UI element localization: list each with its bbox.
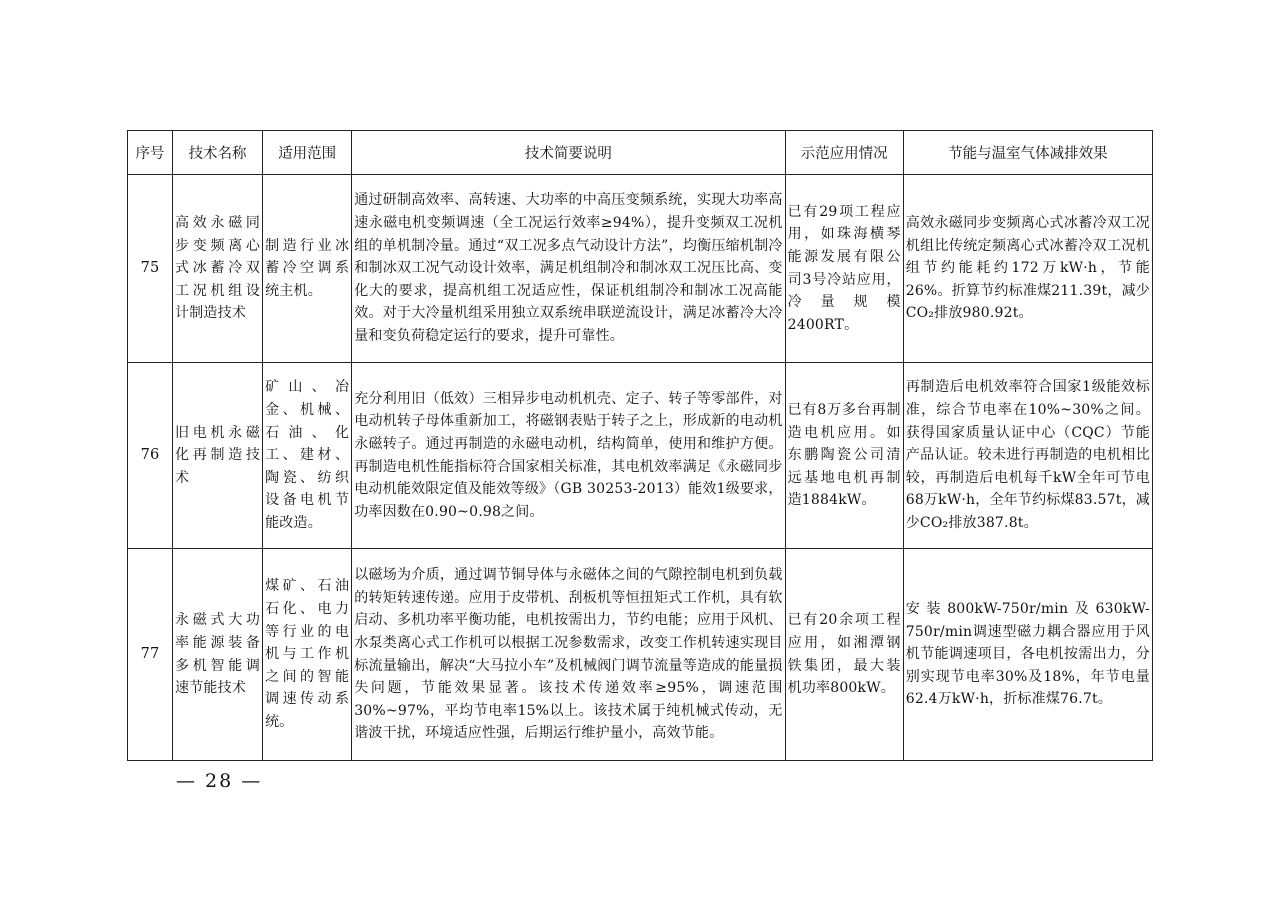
row-applicable-scope: 制造行业冰蓄冷空调系统主机。 [263, 175, 352, 363]
row-energy-saving-effect: 再制造后电机效率符合国家1级能效标准，综合节电率在10%~30%之间。获得国家质量认证中心（CQC）节能产品认证。较未进行再制造的电机相比较，再制造后电机每千kW全年可节电68万kW·h，全年节约标煤83.57t，减少CO₂排放387.8t。 [903, 363, 1152, 549]
row-technology-name: 高效永磁同步变频离心式冰蓄冷双工况机组设计制造技术 [173, 175, 263, 363]
row-demonstration-application: 已有20余项工程应用，如湘潭钢铁集团，最大装机功率800kW。 [785, 549, 903, 761]
header-technology-description: 技术简要说明 [352, 131, 785, 175]
page-number: — 28 — [176, 770, 263, 792]
row-serial-number: 75 [128, 175, 173, 363]
table-header-row [128, 131, 1153, 175]
table-row [128, 175, 1153, 363]
row-energy-saving-effect: 安装800kW-750r/min及630kW-750r/min调速型磁力耦合器应用于风机节能调速项目，各电机按需出力，分别实现节电率30%及18%，年节电量62.4万kW·h，折标准煤76.7t。 [903, 549, 1152, 761]
row-serial-number: 77 [128, 549, 173, 761]
row-technology-description: 以磁场为介质，通过调节铜导体与永磁体之间的气隙控制电机到负载的转矩转速传递。应用于皮带机、刮板机等恒扭矩式工作机，具有软启动、多机功率平衡功能，电机按需出力，节约电能；应用于风机、水泵类离心式工作机可以根据工况参数需求，改变工作机转速实现目标流量输出，解决“大马拉小车”及机械阀门调节流量等造成的能量损失问题，节能效果显著。该技术传递效率≥95%，调速范围30%~97%，平均节电率15%以上。该技术属于纯机械式传动，无谐波干扰，环境适应性强，后期运行维护量小，高效节能。 [352, 549, 785, 761]
technology-table [127, 130, 1153, 761]
row-technology-description: 通过研制高效率、高转速、大功率的中高压变频系统，实现大功率高速永磁电机变频调速（全工况运行效率≥94%），提升变频双工况机组的单机制冷量。通过“双工况多点气动设计方法”，均衡压缩机制冷和制冰双工况气动设计效率，满足机组制冷和制冰双工况压比高、变化大的要求，提高机组工况适应性，保证机组制冷和制冰工况高能效。对于大冷量机组采用独立双系统串联逆流设计，满足冰蓄冷大冷量和变负荷稳定运行的要求，提升可靠性。 [352, 175, 785, 363]
table-row [128, 549, 1153, 761]
header-demonstration-application: 示范应用情况 [785, 131, 903, 175]
row-demonstration-application: 已有8万多台再制造电机应用。如东鹏陶瓷公司清远基地电机再制造1884kW。 [785, 363, 903, 549]
row-demonstration-application: 已有29项工程应用，如珠海横琴能源发展有限公司3号冷站应用，冷量规模2400RT。 [785, 175, 903, 363]
row-serial-number: 76 [128, 363, 173, 549]
row-applicable-scope: 矿山、冶金、机械、石油、化工、建材、陶瓷、纺织设备电机节能改造。 [263, 363, 352, 549]
row-applicable-scope: 煤矿、石油石化、电力等行业的电机与工作机之间的智能调速传动系统。 [263, 549, 352, 761]
header-energy-saving-effect: 节能与温室气体减排效果 [903, 131, 1152, 175]
row-energy-saving-effect: 高效永磁同步变频离心式冰蓄冷双工况机组比传统定频离心式冰蓄冷双工况机组节约能耗约172万kW·h，节能26%。折算节约标准煤211.39t，减少CO₂排放980.92t。 [903, 175, 1152, 363]
table-row [128, 363, 1153, 549]
row-technology-description: 充分利用旧（低效）三相异步电动机机壳、定子、转子等零部件，对电动机转子母体重新加工，将磁钢表贴于转子之上，形成新的电动机永磁转子。通过再制造的永磁电动机，结构简单，使用和维护方便。再制造电机性能指标符合国家相关标准，其电机效率满足《永磁同步电动机能效限定值及能效等级》（GB 30253-2013）能效1级要求，功率因数在0.90~0.98之间。 [352, 363, 785, 549]
row-technology-name: 旧电机永磁化再制造技术 [173, 363, 263, 549]
header-technology-name: 技术名称 [173, 131, 263, 175]
header-applicable-scope: 适用范围 [263, 131, 352, 175]
row-technology-name: 永磁式大功率能源装备多机智能调速节能技术 [173, 549, 263, 761]
header-serial-number: 序号 [128, 131, 173, 175]
